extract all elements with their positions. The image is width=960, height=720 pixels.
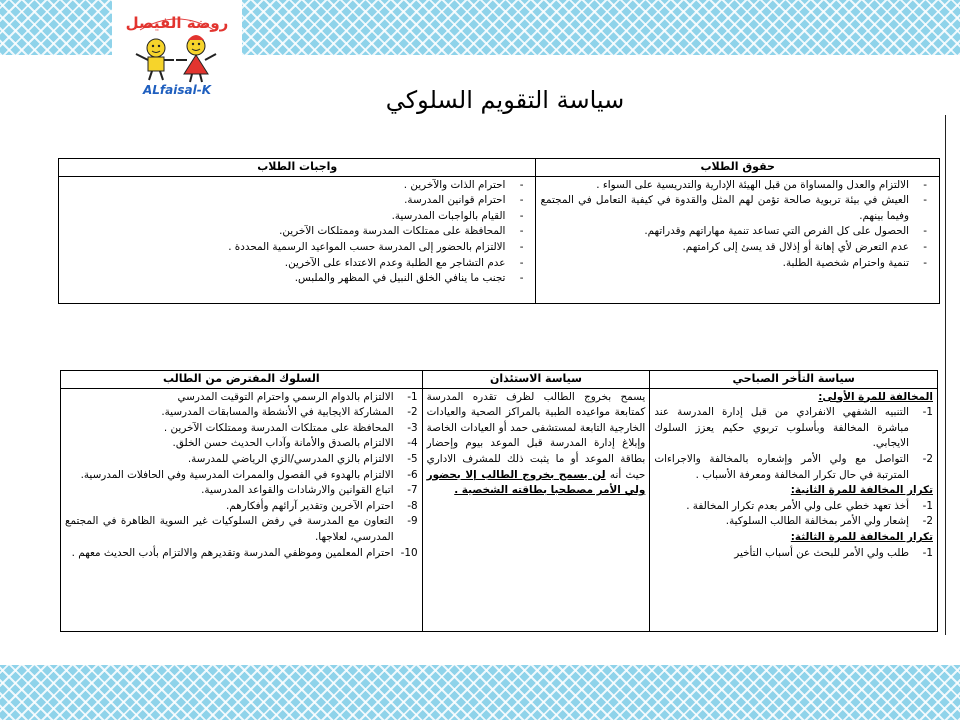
list-item: - القيام بالواجبات المدرسية. bbox=[63, 209, 531, 225]
list-item bbox=[65, 436, 418, 452]
item-number: 1- bbox=[922, 546, 933, 559]
duties-header: واجبات الطلاب bbox=[59, 159, 536, 177]
item-text: التعاون مع المدرسة في رفض السلوكيات غير السوية الظاهرة في المجتمع المدرسي، لعلاجها. bbox=[65, 515, 394, 543]
lateness-header: سياسة التأخر الصباحي bbox=[650, 371, 938, 389]
behavior-cell bbox=[61, 388, 423, 632]
item-number: 9- bbox=[407, 515, 418, 528]
permission-text bbox=[427, 390, 646, 499]
list-item bbox=[65, 546, 418, 562]
duties-list bbox=[63, 178, 531, 287]
item-number: 3- bbox=[407, 421, 418, 434]
item-number: 1- bbox=[922, 499, 933, 512]
duties-cell bbox=[59, 176, 536, 304]
item-text: الالتزام بالزي المدرسي/الزي الرياضي للمدرسة. bbox=[187, 452, 394, 465]
list-item bbox=[65, 483, 418, 499]
third-offense-heading: تكرار المخالفة للمرة الثالثة: bbox=[790, 530, 933, 543]
item-number: 8- bbox=[407, 499, 418, 512]
item-number: 2- bbox=[922, 452, 933, 465]
permission-body: يسمح بخروج الطالب لظرف تقدره المدرسة كمتابعة مواعيده الطبية بالمراكز الصحية والعيادات الخارجية التابعة لمستشفى حمد أو العيادات الخاصة وإبلاغ إدارة المدرسة قبل الموعد بيوم وإحضار بطاقة الموعد أو ما يثبت ذلك للمشرف الاداري حيث أنه bbox=[426, 390, 646, 481]
permission-header: سياسة الاستئذان bbox=[422, 371, 650, 389]
list-item: - عدم التعرض لأي إهانة أو إذلال قد يسئ إلى كرامتهم. bbox=[540, 240, 935, 256]
list-item: - العيش في بيئة تربوية صالحة تؤمن لهم المثل والقدوة في كيفية التعامل في المجتمع وفيما بينهم. bbox=[540, 193, 935, 224]
logo-arabic-text: روضة الفيصل bbox=[125, 14, 229, 32]
item-number: 1- bbox=[922, 406, 933, 419]
item-number: 4- bbox=[407, 437, 418, 450]
permission-emphasis: لن يسمح بخروج الطالب إلا بحضور ولي الأمر مصطحبا بطاقته الشخصية . bbox=[426, 468, 646, 497]
rights-cell bbox=[536, 176, 940, 304]
item-number: 6- bbox=[407, 468, 418, 481]
lateness-cell bbox=[650, 388, 938, 632]
item-text: التنبيه الشفهي الانفرادي من قبل إدارة المدرسة عند مباشرة المخالفة وبأسلوب تربوي حكيم يعزز السلوك الايجابي. bbox=[654, 406, 909, 450]
rights-list bbox=[540, 178, 935, 272]
item-text: الالتزام بالصدق والأمانة وآداب الحديث حسن الخلق. bbox=[172, 437, 394, 450]
permission-cell bbox=[422, 388, 650, 632]
list-item: - الالتزام بالحضور إلى المدرسة حسب المواعيد الرسمية المحددة . bbox=[63, 240, 531, 256]
rights-header: حقوق الطلاب bbox=[536, 159, 940, 177]
list-item bbox=[65, 499, 418, 515]
list-item bbox=[65, 452, 418, 468]
school-logo bbox=[112, 0, 242, 100]
item-number: 1- bbox=[407, 390, 418, 403]
logo-english-text: ALfaisal-K bbox=[143, 83, 211, 97]
list-item: - الالتزام والعدل والمساواة من قبل الهيئة الإدارية والتدريسية على السواء . bbox=[540, 178, 935, 194]
item-text: الالتزام بالهدوء في الفصول والممرات المدرسية وفي الحافلات المدرسية. bbox=[80, 468, 394, 481]
first-offense-list bbox=[654, 405, 933, 483]
list-item bbox=[654, 514, 933, 530]
item-text: احترام المعلمين وموظفي المدرسة وتقديرهم والالتزام بأدب الحديث معهم . bbox=[71, 546, 394, 559]
list-item: - احترام قوانين المدرسة. bbox=[63, 193, 531, 209]
list-item bbox=[654, 499, 933, 515]
item-text: طلب ولي الأمر للبحث عن أسباب التأخير bbox=[734, 546, 909, 559]
item-text: الالتزام بالدوام الرسمي واحترام التوقيت المدرسي bbox=[177, 390, 394, 403]
list-item bbox=[65, 405, 418, 421]
item-number: 2- bbox=[407, 406, 418, 419]
list-item: - الحصول على كل الفرص التي تساعد تنمية مهاراتهم وقدراتهم. bbox=[540, 224, 935, 240]
list-item: - تجنب ما ينافي الخلق النبيل في المظهر والملبس. bbox=[63, 271, 531, 287]
item-number: 5- bbox=[407, 452, 418, 465]
item-text: أخذ تعهد خطي على ولي الأمر بعدم تكرار المخالفة . bbox=[686, 499, 909, 512]
decorative-band-bottom bbox=[0, 665, 960, 720]
behavior-header: السلوك المفترض من الطالب bbox=[61, 371, 423, 389]
first-offense-heading: المخالفة للمرة الأولى: bbox=[818, 390, 933, 403]
list-item: - المحافظة على ممتلكات المدرسة وممتلكات الآخرين. bbox=[63, 224, 531, 240]
item-text: إشعار ولي الأمر بمخالفة الطالب السلوكية. bbox=[725, 515, 909, 528]
page-title: سياسة التقويم السلوكي bbox=[385, 86, 625, 114]
behavior-list bbox=[65, 390, 418, 562]
item-text: التواصل مع ولي الأمر وإشعاره بالمخالفة والاجراءات المترتبة في حال تكرار المخالفة ومعرفة الأسباب . bbox=[654, 452, 909, 481]
rights-duties-table bbox=[58, 158, 940, 304]
list-item bbox=[65, 421, 418, 437]
item-number: 10- bbox=[400, 546, 418, 559]
list-item bbox=[65, 468, 418, 484]
policies-table bbox=[60, 370, 938, 632]
second-offense-list bbox=[654, 499, 933, 530]
item-number: 7- bbox=[407, 484, 418, 497]
second-offense-heading: تكرار المخالفة للمرة الثانية: bbox=[790, 484, 933, 497]
item-text: احترام الآخرين وتقدير آرائهم وأفكارهم. bbox=[225, 499, 394, 512]
list-item: - عدم التشاجر مع الطلبة وعدم الاعتداء على الآخرين. bbox=[63, 256, 531, 272]
item-number: 2- bbox=[922, 515, 933, 528]
item-text: اتباع القوانين والارشادات والقواعد المدرسية. bbox=[201, 484, 394, 497]
third-offense-list bbox=[654, 546, 933, 562]
list-item bbox=[654, 452, 933, 483]
list-item bbox=[65, 514, 418, 545]
list-item bbox=[654, 546, 933, 562]
list-item bbox=[65, 390, 418, 406]
vertical-divider bbox=[945, 115, 946, 635]
list-item: - احترام الذات والآخرين . bbox=[63, 178, 531, 194]
logo-graphic bbox=[112, 0, 242, 100]
list-item: - تنمية واحترام شخصية الطلبة. bbox=[540, 256, 935, 272]
item-text: المحافظة على ممتلكات المدرسة وممتلكات الآخرين . bbox=[163, 421, 394, 434]
item-text: المشاركة الايجابية في الأنشطة والمسابقات المدرسية. bbox=[161, 406, 394, 419]
list-item bbox=[654, 405, 933, 452]
